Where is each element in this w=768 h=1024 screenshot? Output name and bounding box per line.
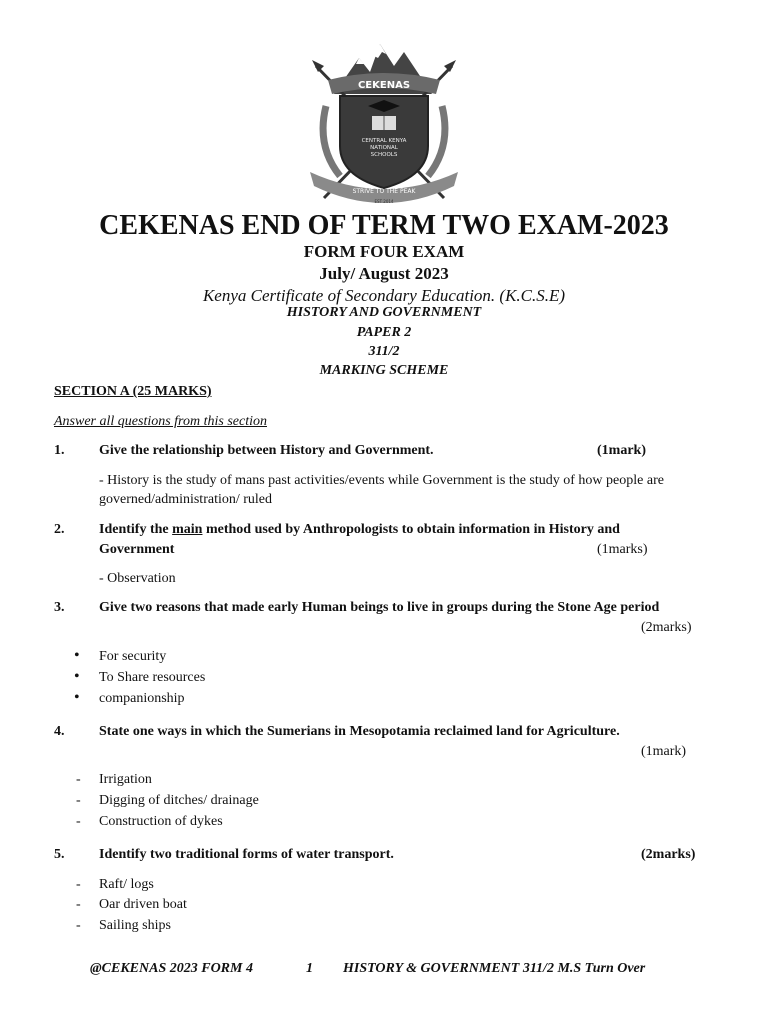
exam-period: July/ August 2023 (319, 264, 449, 283)
section-heading: SECTION A (25 MARKS) (54, 384, 212, 399)
question-4-number: 4. (54, 724, 65, 739)
question-2-emphasis: main (172, 522, 203, 537)
question-3-answer-2: To Share resources (99, 670, 206, 685)
footer-page-number: 1 (306, 961, 313, 976)
section-instruction: Answer all questions from this section (54, 414, 267, 429)
question-3-marks: (2marks) (641, 620, 692, 635)
question-4-answer-2: Digging of ditches/ drainage (99, 793, 259, 808)
question-2-number: 2. (54, 522, 65, 537)
question-5-marks: (2marks) (641, 847, 696, 862)
question-2-text-before: Identify the (99, 522, 173, 537)
crest-ribbon-text: STRIVE TO THE PEAK (352, 188, 416, 195)
question-2-text-line-2: Government (99, 542, 175, 557)
question-1-text: Give the relationship between History and Government. (99, 443, 434, 458)
footer-right: HISTORY & GOVERNMENT 311/2 M.S Turn Over (343, 961, 646, 976)
question-5-answer-1: Raft/ logs (99, 877, 154, 892)
dash-icon: - (76, 793, 81, 808)
certificate-line: Kenya Certificate of Secondary Education. (K.C.S.E) (202, 286, 566, 305)
question-5-number: 5. (54, 847, 65, 862)
crest-shield-text-3: SCHOOLS (370, 152, 398, 158)
question-5-text: Identify two traditional forms of water transport. (99, 847, 394, 862)
question-3-text: Give two reasons that made early Human beings to live in groups during the Stone Age period (99, 600, 660, 615)
crest-shield-text-1: CENTRAL KENYA (361, 138, 407, 144)
cekenas-crest-icon (304, 36, 464, 208)
crest-est-text: EST 2014 (374, 199, 394, 204)
question-3-number: 3. (54, 600, 65, 615)
question-3-answer-3: companionship (99, 691, 185, 706)
marking-scheme-label: MARKING SCHEME (319, 363, 449, 378)
question-2-answer: - Observation (99, 571, 176, 586)
question-2-marks: (1marks) (597, 542, 648, 557)
dash-icon: - (76, 877, 81, 892)
question-1-answer-line-2: governed/administration/ ruled (99, 492, 273, 507)
question-5-answer-2: Oar driven boat (99, 897, 187, 912)
question-5-answer-3: Sailing ships (99, 918, 171, 933)
question-2-text-after: method used by Anthropologists to obtain information in History and (202, 522, 620, 537)
exam-form: FORM FOUR EXAM (303, 242, 465, 261)
question-3-answer-1: For security (99, 649, 167, 664)
exam-title: CEKENAS END OF TERM TWO EXAM-2023 (99, 210, 669, 241)
question-4-answer-3: Construction of dykes (99, 814, 223, 829)
dash-icon: - (76, 897, 81, 912)
dash-icon: - (76, 814, 81, 829)
dash-icon: - (76, 918, 81, 933)
subject-line: HISTORY AND GOVERNMENT (286, 305, 482, 320)
crest-banner-text: CEKENAS (357, 80, 411, 91)
question-1-marks: (1mark) (597, 443, 646, 458)
bullet-icon: • (74, 689, 80, 706)
question-1-number: 1. (54, 443, 65, 458)
bullet-icon: • (74, 668, 80, 685)
paper-code: 311/2 (368, 344, 400, 359)
question-4-marks: (1mark) (641, 744, 687, 759)
question-4-text: State one ways in which the Sumerians in Mesopotamia reclaimed land for Agriculture. (99, 724, 620, 739)
crest-shield-text-2: NATIONAL (370, 145, 398, 151)
footer-left: @CEKENAS 2023 FORM 4 (90, 961, 253, 976)
question-1-answer-line-1: - History is the study of mans past activities/events while Government is the study of how people are (99, 473, 664, 488)
dash-icon: - (76, 772, 81, 787)
question-4-answer-1: Irrigation (99, 772, 152, 787)
bullet-icon: • (74, 647, 80, 664)
question-2-text (99, 520, 620, 540)
paper-line: PAPER 2 (356, 325, 412, 340)
